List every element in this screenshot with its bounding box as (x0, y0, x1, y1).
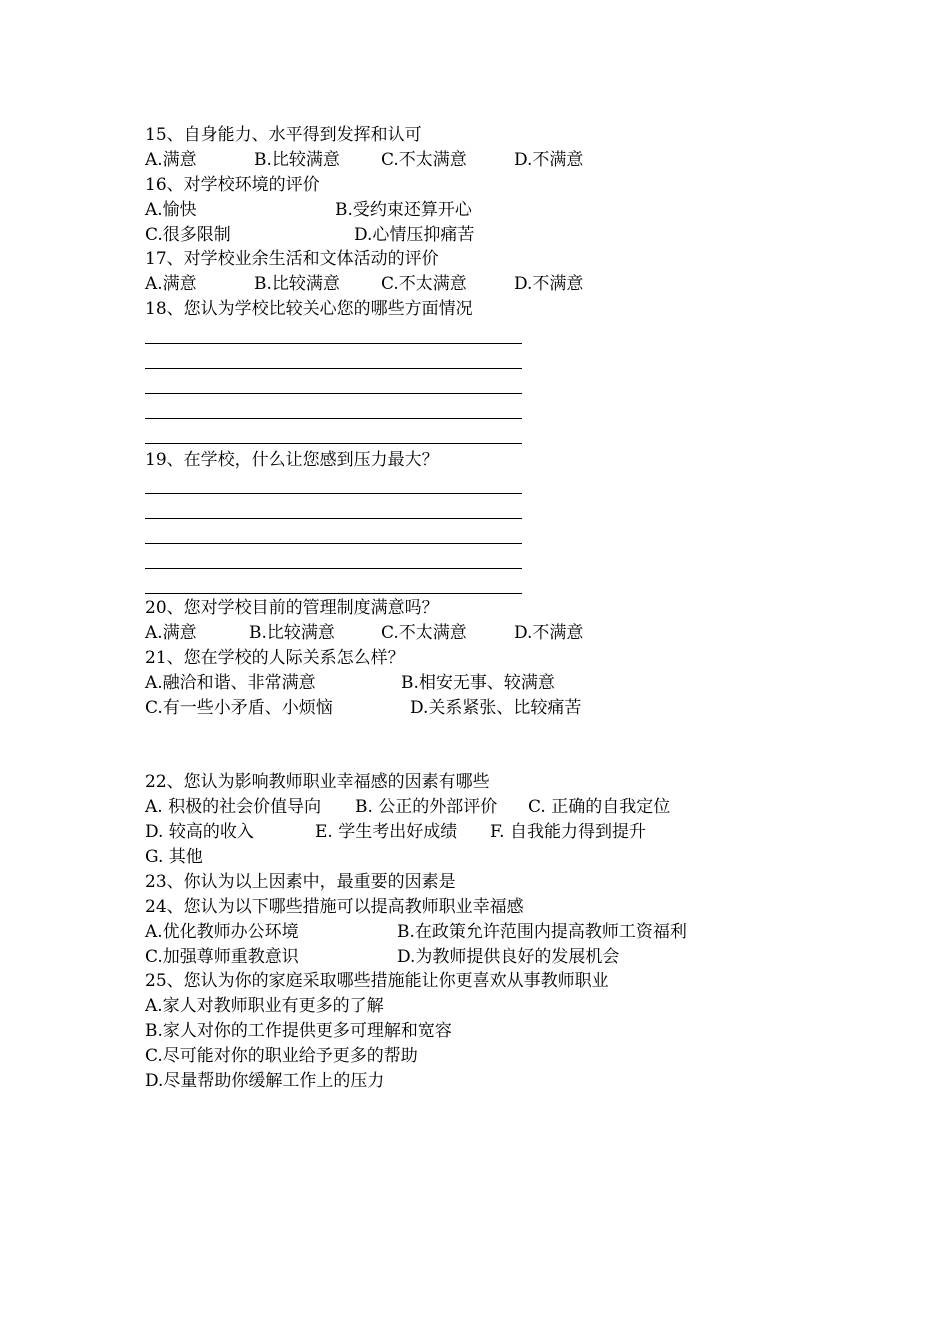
option-a: A.优化教师办公环境 (145, 922, 299, 942)
option-d: D.心情压抑痛苦 (354, 225, 475, 245)
question-24: 24、您认为以下哪些措施可以提高教师职业幸福感 (145, 897, 524, 917)
option-a: A.融洽和谐、非常满意 (145, 673, 316, 693)
option-a: A.愉快 (145, 200, 197, 220)
question-16: 16、对学校环境的评价 (145, 175, 320, 195)
option-c: C.加强尊师重教意识 (145, 947, 299, 967)
question-15: 15、自身能力、水平得到发挥和认可 (145, 125, 422, 145)
option-d: D.关系紧张、比较痛苦 (410, 698, 582, 718)
option-c: C.不太满意 (381, 274, 467, 294)
answer-line (145, 418, 522, 419)
option-d: D.不满意 (514, 623, 584, 643)
answer-line (145, 443, 522, 444)
question-25-option-b: B.家人对你的工作提供更多可理解和宽容 (145, 1021, 452, 1041)
answer-line (145, 518, 522, 519)
question-22-option-g: G. 其他 (145, 847, 203, 867)
option-c: C. 正确的自我定位 (528, 797, 671, 817)
question-18: 18、您认为学校比较关心您的哪些方面情况 (145, 299, 473, 319)
option-b: B. 公正的外部评价 (355, 797, 498, 817)
option-c: C.很多限制 (145, 225, 231, 245)
option-d: D.不满意 (514, 274, 584, 294)
option-d: D.为教师提供良好的发展机会 (397, 947, 620, 967)
option-a: A.满意 (145, 150, 197, 170)
question-25-option-c: C.尽可能对你的职业给予更多的帮助 (145, 1046, 418, 1066)
answer-line (145, 343, 522, 344)
question-17: 17、对学校业余生活和文体活动的评价 (145, 249, 439, 269)
option-a: A.满意 (145, 623, 197, 643)
option-e: E. 学生考出好成绩 (315, 822, 458, 842)
question-20: 20、您对学校目前的管理制度满意吗？ (145, 598, 439, 618)
question-21: 21、您在学校的人际关系怎么样？ (145, 648, 405, 668)
option-b: B.比较满意 (249, 623, 335, 643)
answer-line (145, 568, 522, 569)
answer-line (145, 393, 522, 394)
option-c: C.有一些小矛盾、小烦恼 (145, 698, 333, 718)
answer-line (145, 543, 522, 544)
option-a: A.满意 (145, 274, 197, 294)
option-c: C.不太满意 (381, 150, 467, 170)
option-d: D. 较高的收入 (145, 822, 254, 842)
option-b: B.在政策允许范围内提高教师工资福利 (397, 922, 687, 942)
answer-line (145, 368, 522, 369)
answer-line (145, 593, 522, 594)
question-25-option-d: D.尽量帮助你缓解工作上的压力 (145, 1071, 385, 1091)
option-b: B.相安无事、较满意 (401, 673, 555, 693)
option-b: B.比较满意 (254, 274, 340, 294)
question-25-option-a: A.家人对教师职业有更多的了解 (145, 996, 384, 1016)
question-23: 23、你认为以上因素中，最重要的因素是 (145, 872, 456, 892)
option-b: B.受约束还算开心 (335, 200, 472, 220)
option-c: C.不太满意 (381, 623, 467, 643)
answer-line (145, 493, 522, 494)
option-a: A. 积极的社会价值导向 (145, 797, 322, 817)
option-f: F. 自我能力得到提升 (490, 822, 646, 842)
question-22: 22、您认为影响教师职业幸福感的因素有哪些 (145, 772, 490, 792)
option-b: B.比较满意 (254, 150, 340, 170)
option-d: D.不满意 (514, 150, 584, 170)
question-19: 19、在学校，什么让您感到压力最大？ (145, 450, 439, 470)
question-25: 25、您认为你的家庭采取哪些措施能让你更喜欢从事教师职业 (145, 971, 609, 991)
